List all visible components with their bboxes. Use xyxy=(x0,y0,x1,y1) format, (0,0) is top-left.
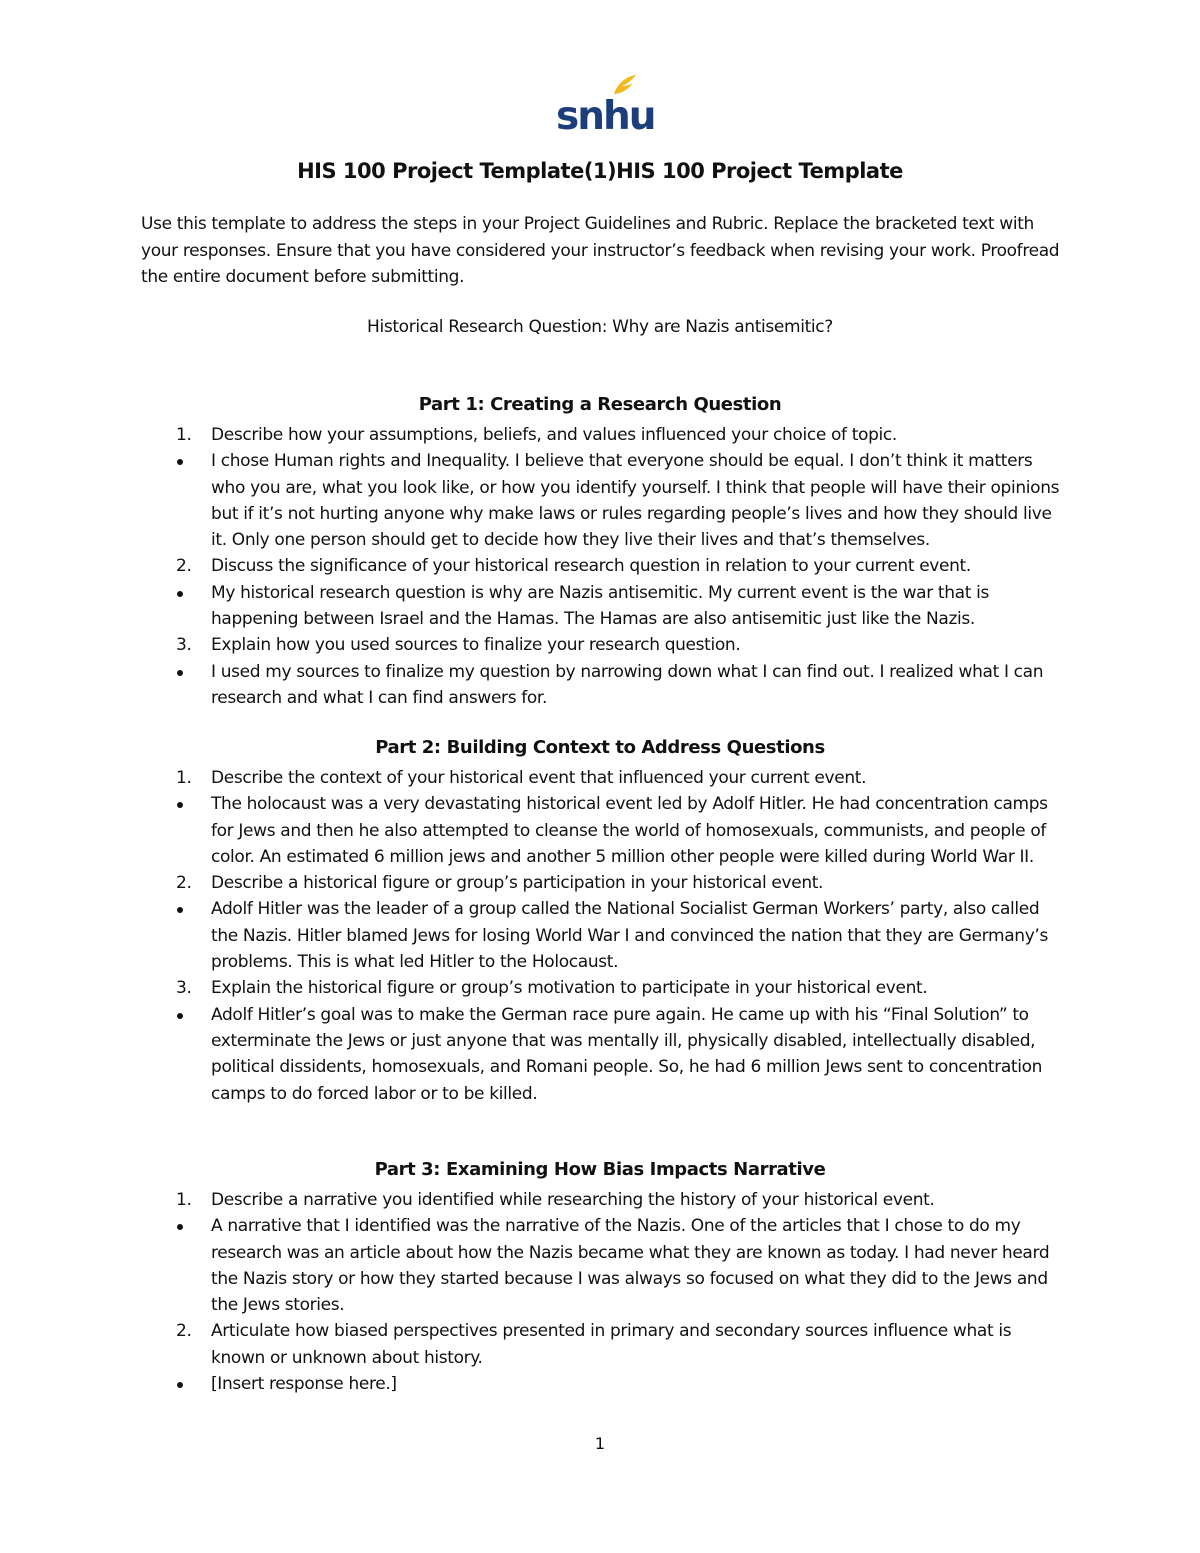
list-item xyxy=(170,659,1070,712)
list-item xyxy=(170,1213,1070,1318)
response-text: A narrative that I identified was the narrative of the Nazis. One of the articles that I chose to do my research was an article about how the Nazis became what they are known as today. I had never heard the Nazis story or how they started because I was always so focused on what they did to the Jews and the Jews stories. xyxy=(211,1216,1050,1316)
list-item xyxy=(170,896,1070,975)
bullet-icon xyxy=(177,1382,183,1388)
document-title: HIS 100 Project Template(1)HIS 100 Project Template xyxy=(297,159,903,183)
prompt-text: Articulate how biased perspectives presented in primary and secondary sources influence what is known or unknown about history. xyxy=(211,1321,1012,1368)
snhu-logo xyxy=(552,72,655,139)
part1-list xyxy=(170,422,1070,711)
list-item xyxy=(170,422,1070,448)
part2-heading: Part 2: Building Context to Address Questions xyxy=(375,737,825,758)
bullet-icon xyxy=(177,802,183,808)
list-number: 2. xyxy=(176,556,192,577)
prompt-text: Describe how your assumptions, beliefs, and values influenced your choice of topic. xyxy=(211,425,897,445)
bullet-icon xyxy=(177,907,183,913)
prompt-text: Explain the historical figure or group’s motivation to participate in your historical event. xyxy=(211,978,928,999)
prompt-text: Describe the context of your historical event that influenced your current event. xyxy=(211,768,867,788)
response-text: [Insert response here.] xyxy=(211,1374,397,1395)
prompt-text: Explain how you used sources to finalize your research question. xyxy=(211,635,741,656)
list-number: 1. xyxy=(176,1190,192,1210)
part3-heading: Part 3: Examining How Bias Impacts Narrative xyxy=(374,1159,826,1180)
response-text: Adolf Hitler was the leader of a group called the National Socialist German Workers’ party, also called the Nazis. Hitler blamed Jews for losing World War I and convinced the nation that they are Germany’s problems. This is what led Hitler to the Holocaust. xyxy=(211,899,1048,973)
bullet-icon xyxy=(177,670,183,676)
list-item xyxy=(170,765,1070,791)
bullet-icon xyxy=(177,1013,183,1019)
response-text: My historical research question is why are Nazis antisemitic. My current event is the war that is happening between Israel and the Hamas. The Hamas are also antisemitic just like the Nazis. xyxy=(211,582,989,630)
list-item xyxy=(170,870,1070,896)
list-number: 2. xyxy=(176,873,192,894)
list-number: 2. xyxy=(176,1321,192,1342)
response-text: The holocaust was a very devastating historical event led by Adolf Hitler. He had concentration camps for Jews and then he also attempted to cleanse the world of homosexuals, communists, and people of color. An estimated 6 million jews and another 5 million other people were killed during World War II. xyxy=(211,794,1048,867)
list-item xyxy=(170,791,1070,870)
bullet-icon xyxy=(177,459,183,465)
list-number: 1. xyxy=(176,768,192,788)
list-item xyxy=(170,632,1070,658)
part2-list xyxy=(170,765,1070,1107)
bullet-icon xyxy=(177,1224,183,1230)
prompt-text: Describe a historical figure or group’s participation in your historical event. xyxy=(211,873,824,894)
list-item xyxy=(170,975,1070,1001)
response-text: I chose Human rights and Inequality. I believe that everyone should be equal. I don’t think it matters who you are, what you look like, or how you identify yourself. I think that people will have their opinions but if it’s not hurting anyone why make laws or rules regarding people’s lives and how they should live it. Only one person should get to decide how they live their lives and that’s themselves. xyxy=(211,451,1060,551)
response-text: Adolf Hitler’s goal was to make the German race pure again. He came up with his “Final Solution” to exterminate the Jews or just anyone that was mentally ill, physically disabled, intellectually disabled, political dissidents, homosexuals, and Romani people. So, he had 6 million Jews sent to concentration camps to do forced labor or to be killed. xyxy=(211,1004,1043,1104)
part1-heading: Part 1: Creating a Research Question xyxy=(418,394,782,415)
list-item xyxy=(170,553,1070,579)
prompt-text: Describe a narrative you identified while researching the history of your historical event. xyxy=(211,1190,935,1210)
list-item xyxy=(170,1371,1070,1397)
list-item xyxy=(170,1002,1070,1107)
response-text: I used my sources to finalize my question by narrowing down what I can find out. I realized what I can research and what I can find answers for. xyxy=(211,661,1044,708)
svg-text:snhu: snhu xyxy=(556,94,655,139)
page-number: 1 xyxy=(594,1434,606,1453)
intro-paragraph: Use this template to address the steps in your Project Guidelines and Rubric. Replace the bracketed text with your responses. Ensure that you have considered your instructor’s feedback when revising your work. Proofread the entire document before submitting. xyxy=(141,214,1060,287)
list-item xyxy=(170,1318,1070,1371)
bullet-icon xyxy=(177,591,183,597)
list-number: 3. xyxy=(176,635,192,656)
list-item xyxy=(170,580,1070,633)
list-item xyxy=(170,448,1070,553)
list-number: 3. xyxy=(176,978,192,999)
part3-list xyxy=(170,1187,1070,1397)
research-question: Historical Research Question: Why are Nazis antisemitic? xyxy=(367,317,833,337)
prompt-text: Discuss the significance of your historical research question in relation to your current event. xyxy=(211,556,971,577)
list-number: 1. xyxy=(176,425,192,445)
list-item xyxy=(170,1187,1070,1213)
